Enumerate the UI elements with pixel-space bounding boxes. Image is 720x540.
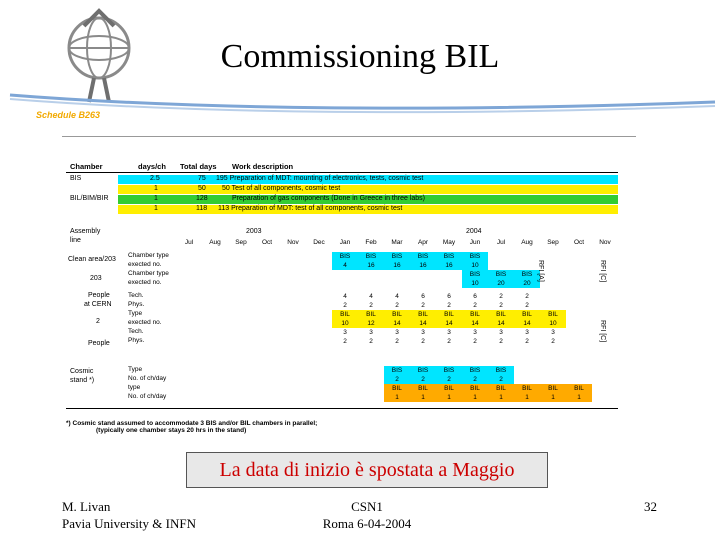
bil-cell: BIL (514, 310, 540, 319)
bis-cell: BIS (462, 252, 488, 261)
footer-meeting-name: CSN1 (351, 499, 383, 514)
bis-count: 16 (436, 261, 462, 270)
month-label: Jul (184, 239, 194, 246)
month-label: May (442, 239, 456, 246)
cosmic-bis-cell: BIS (462, 366, 488, 375)
cosmic-bis-count: 2 (462, 375, 488, 384)
bis-cell: BIS (384, 252, 410, 261)
row-label: Tech. (128, 292, 144, 299)
cosmic-bil-count: 1 (436, 393, 462, 402)
footnote-line-2: (typically one chamber stays 20 hrs in the stand) (96, 427, 247, 434)
phys-count: 2 (473, 302, 477, 309)
cosmic-bis-count: 2 (384, 375, 410, 384)
label-stand: stand *) (70, 377, 95, 384)
phys-count: 2 (499, 302, 503, 309)
atlas-logo (44, 6, 154, 106)
footnote (66, 420, 317, 434)
month-label: Sep (235, 239, 247, 246)
tech-count: 6 (473, 293, 477, 300)
cosmic-bis-cell: BIS (488, 366, 514, 375)
row-work: 50 Test of all components, cosmic test (222, 185, 341, 192)
bis-count: 16 (358, 261, 384, 270)
footer-affiliation: Pavia University & INFN (62, 516, 196, 531)
bil-count: 12 (358, 319, 384, 328)
cosmic-bil-count: 1 (514, 393, 540, 402)
bil-count: 14 (436, 319, 462, 328)
bis-count: 20 (514, 279, 540, 288)
month-label: Apr (417, 239, 429, 246)
schedule-grid (66, 158, 618, 418)
row-days: 1 (154, 185, 158, 192)
bil-cell: BIL (384, 310, 410, 319)
bis-cell: BIS (436, 252, 462, 261)
row-work: 195 Preparation of MDT: mounting of electronics, tests, cosmic test (216, 175, 424, 182)
cosmic-bil-cell: BIL (462, 384, 488, 393)
footer-meeting-date: Roma 6-04-2004 (322, 516, 412, 531)
cosmic-bil-cell: BIL (540, 384, 566, 393)
row-label: No. of ch/day (128, 375, 167, 382)
phys-count: 2 (525, 302, 529, 309)
month-label: Feb (365, 239, 377, 246)
col-work: Work description (232, 162, 294, 171)
tech-count: 3 (525, 329, 529, 336)
bis-cell: BIS (332, 252, 358, 261)
footer-author-name: M. Livan (62, 499, 111, 514)
cosmic-bis-count: 2 (436, 375, 462, 384)
bil-count: 14 (384, 319, 410, 328)
bil-cell: BIL (488, 310, 514, 319)
tech-count: 2 (525, 293, 529, 300)
footer-meeting (312, 498, 422, 532)
tech-count: 3 (499, 329, 503, 336)
cosmic-bis-cell: BIS (410, 366, 436, 375)
cosmic-bil-cell: BIL (566, 384, 592, 393)
phys-count: 2 (369, 338, 373, 345)
rfi-a-label: RFI [A] (537, 260, 544, 282)
cosmic-bis-count: 2 (488, 375, 514, 384)
year-2003: 2003 (246, 228, 262, 235)
row-label: exected no. (128, 261, 162, 268)
row-total: 128 (196, 195, 208, 202)
bil-cell: BIL (462, 310, 488, 319)
bil-cell: BIL (436, 310, 462, 319)
bil-cell: BIL (358, 310, 384, 319)
phys-count: 2 (395, 302, 399, 309)
row-label: exected no. (128, 319, 162, 326)
phys-count: 2 (447, 338, 451, 345)
row-label: Type (128, 366, 143, 373)
bis-cell: BIS (462, 270, 488, 279)
bis-count: 16 (384, 261, 410, 270)
month-label: Aug (521, 239, 533, 246)
bil-cell: BIL (410, 310, 436, 319)
cosmic-bil-cell: BIL (384, 384, 410, 393)
row-label: Tech. (128, 328, 144, 335)
page-number: 32 (644, 499, 657, 514)
row-total: 75 (198, 175, 206, 182)
month-label: Oct (261, 239, 273, 246)
bil-count: 14 (488, 319, 514, 328)
start-date-banner: La data di inizio è spostata a Maggio (186, 452, 548, 488)
phys-count: 2 (343, 338, 347, 345)
label-cosmic: Cosmic (70, 368, 94, 375)
tech-count: 2 (499, 293, 503, 300)
row-label: Phys. (128, 301, 145, 308)
row-label: Chamber type (128, 270, 169, 277)
tech-count: 3 (395, 329, 399, 336)
cosmic-bil-count: 1 (410, 393, 436, 402)
footnote-line-1: *) Cosmic stand assumed to accommodate 3 BIS and/or BIL chambers in parallel; (66, 420, 318, 427)
bis-count: 16 (410, 261, 436, 270)
bis-count: 20 (488, 279, 514, 288)
phys-count: 2 (447, 302, 451, 309)
bis-count: 10 (462, 279, 488, 288)
month-label: Nov (287, 239, 299, 246)
row-days: 1 (154, 195, 158, 202)
tech-count: 4 (343, 293, 347, 300)
phys-count: 2 (421, 338, 425, 345)
phys-count: 2 (499, 338, 503, 345)
footer-author (62, 498, 196, 532)
schedule-table (66, 158, 618, 428)
bil-count: 10 (332, 319, 358, 328)
month-label: Mar (391, 239, 403, 246)
row-days: 1 (154, 205, 158, 212)
tech-count: 4 (395, 293, 399, 300)
month-label: Dec (313, 239, 325, 246)
cosmic-bil-count: 1 (540, 393, 566, 402)
cosmic-bil-count: 1 (384, 393, 410, 402)
bis-cell: BIS (488, 270, 514, 279)
label-clean-area: Clean area/203 (68, 256, 116, 263)
month-label: Sep (547, 239, 559, 246)
label-people-2: People (88, 340, 110, 347)
tech-count: 6 (421, 293, 425, 300)
row-label: Chamber type (128, 252, 169, 259)
month-label: Jun (469, 239, 481, 246)
month-label: Aug (209, 239, 221, 246)
cosmic-bis-count: 2 (410, 375, 436, 384)
phys-count: 2 (525, 338, 529, 345)
tech-count: 3 (369, 329, 373, 336)
tech-count: 3 (447, 329, 451, 336)
bil-count: 14 (514, 319, 540, 328)
row-work: 113 Preparation of MDT: test of all components, cosmic test (218, 205, 403, 212)
schedule-label: Schedule B263 (36, 110, 101, 120)
row-label: Phys. (128, 337, 145, 344)
row-label: type (128, 384, 141, 391)
bis-cell: BIS (514, 270, 540, 279)
row-label: Type (128, 310, 143, 317)
bil-count: 14 (462, 319, 488, 328)
cosmic-bil-cell: BIL (410, 384, 436, 393)
phys-count: 2 (421, 302, 425, 309)
bil-cell: BIL (540, 310, 566, 319)
tech-count: 6 (447, 293, 451, 300)
cosmic-bil-cell: BIL (514, 384, 540, 393)
cosmic-bil-count: 1 (566, 393, 592, 402)
month-label: Nov (599, 239, 611, 246)
row-work: Preparation of gas components (Done in Greece in three labs) (232, 195, 425, 202)
phys-count: 2 (551, 338, 555, 345)
line-label: line (70, 237, 81, 244)
label-2: 2 (96, 318, 100, 325)
row-days: 2.5 (150, 175, 160, 182)
phys-count: 2 (395, 338, 399, 345)
cosmic-bis-cell: BIS (384, 366, 410, 375)
row-label: No. of ch/day (128, 393, 167, 400)
col-total-days: Total days (180, 162, 217, 171)
bis-count: 4 (332, 261, 358, 270)
bil-count: 10 (540, 319, 566, 328)
col-chamber: Chamber (70, 162, 103, 171)
tech-count: 4 (369, 293, 373, 300)
row-chamber: BIS (70, 175, 82, 182)
cosmic-bil-cell: BIL (436, 384, 462, 393)
bis-count: 10 (462, 261, 488, 270)
cosmic-bil-count: 1 (462, 393, 488, 402)
month-label: Oct (573, 239, 585, 246)
cosmic-bil-cell: BIL (488, 384, 514, 393)
phys-count: 2 (343, 302, 347, 309)
col-days-ch: days/ch (138, 162, 166, 171)
row-label: exected no. (128, 279, 162, 286)
cosmic-bil-count: 1 (488, 393, 514, 402)
row-total: 118 (196, 205, 208, 212)
assembly-label: Assembly (70, 228, 101, 235)
phys-count: 2 (369, 302, 373, 309)
month-label: Jul (496, 239, 506, 246)
tech-count: 3 (551, 329, 555, 336)
label-people: People (88, 292, 110, 299)
row-total: 50 (198, 185, 206, 192)
year-2004: 2004 (466, 228, 482, 235)
label-at-cern: at CERN (84, 301, 112, 308)
bil-cell: BIL (332, 310, 358, 319)
tech-count: 3 (421, 329, 425, 336)
tech-count: 3 (473, 329, 477, 336)
label-203: 203 (90, 275, 102, 282)
rfi-c2-label: RFI [C] (599, 320, 606, 343)
row-chamber: BIL/BIM/BIR (70, 195, 109, 202)
bil-count: 14 (410, 319, 436, 328)
rfi-c-label: RFI [C] (599, 260, 606, 283)
phys-count: 2 (473, 338, 477, 345)
divider (62, 136, 636, 137)
bis-cell: BIS (410, 252, 436, 261)
tech-count: 3 (343, 329, 347, 336)
bis-cell: BIS (358, 252, 384, 261)
slide-title: Commissioning BIL (220, 38, 500, 75)
month-label: Jan (339, 239, 351, 246)
cosmic-bis-cell: BIS (436, 366, 462, 375)
